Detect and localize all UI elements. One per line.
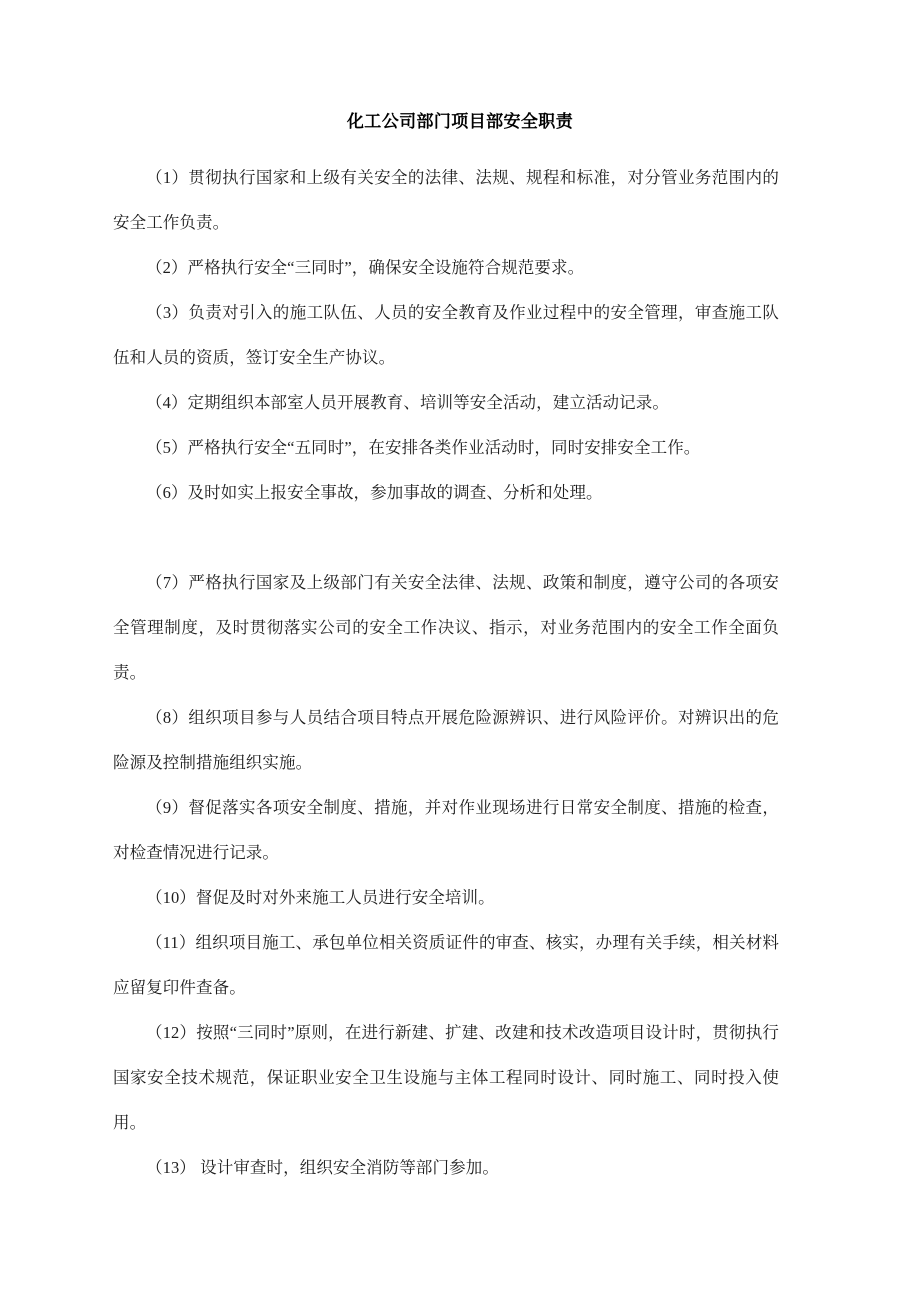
clause-paragraph-6: （6）及时如实上报安全事故，参加事故的调查、分析和处理。 [146,483,603,502]
clause-paragraph-9: （9）督促落实各项安全制度、措施，并对作业现场进行日常安全制度、措施的检查，对检查情况进行记录。 [113,798,779,862]
clause-paragraph-10: （10）督促及时对外来施工人员进行安全培训。 [146,888,495,907]
page-title: 化工公司部门项目部安全职责 [346,112,574,131]
clause-paragraph-4: （4）定期组织本部室人员开展教育、培训等安全活动，建立活动记录。 [146,393,669,412]
clause-paragraph-2: （2）严格执行安全“三同时”，确保安全设施符合规范要求。 [146,258,585,277]
document-body [113,155,779,1190]
clause-paragraph-8: （8）组织项目参与人员结合项目特点开展危险源辨识、进行风险评价。对辨识出的危险源及控制措施组织实施。 [113,708,779,772]
clause-paragraph-13: （13） 设计审查时，组织安全消防等部门参加。 [146,1158,499,1177]
clause-paragraph-11: （11）组织项目施工、承包单位相关资质证件的审查、核实，办理有关手续，相关材料应留复印件查备。 [113,933,779,997]
clause-paragraph-3: （3）负责对引入的施工队伍、人员的安全教育及作业过程中的安全管理，审查施工队伍和人员的资质，签订安全生产协议。 [113,303,779,367]
clause-paragraph-1: （1）贯彻执行国家和上级有关安全的法律、法规、规程和标准，对分管业务范围内的安全工作负责。 [113,168,779,232]
clause-paragraph-12: （12）按照“三同时”原则，在进行新建、扩建、改建和技术改造项目设计时，贯彻执行国家安全技术规范，保证职业安全卫生设施与主体工程同时设计、同时施工、同时投入使用。 [113,1023,779,1132]
clause-paragraph-7: （7）严格执行国家及上级部门有关安全法律、法规、政策和制度，遵守公司的各项安全管理制度，及时贯彻落实公司的安全工作决议、指示，对业务范围内的安全工作全面负责。 [113,573,779,682]
clause-paragraph-5: （5）严格执行安全“五同时”，在安排各类作业活动时，同时安排安全工作。 [146,438,701,457]
